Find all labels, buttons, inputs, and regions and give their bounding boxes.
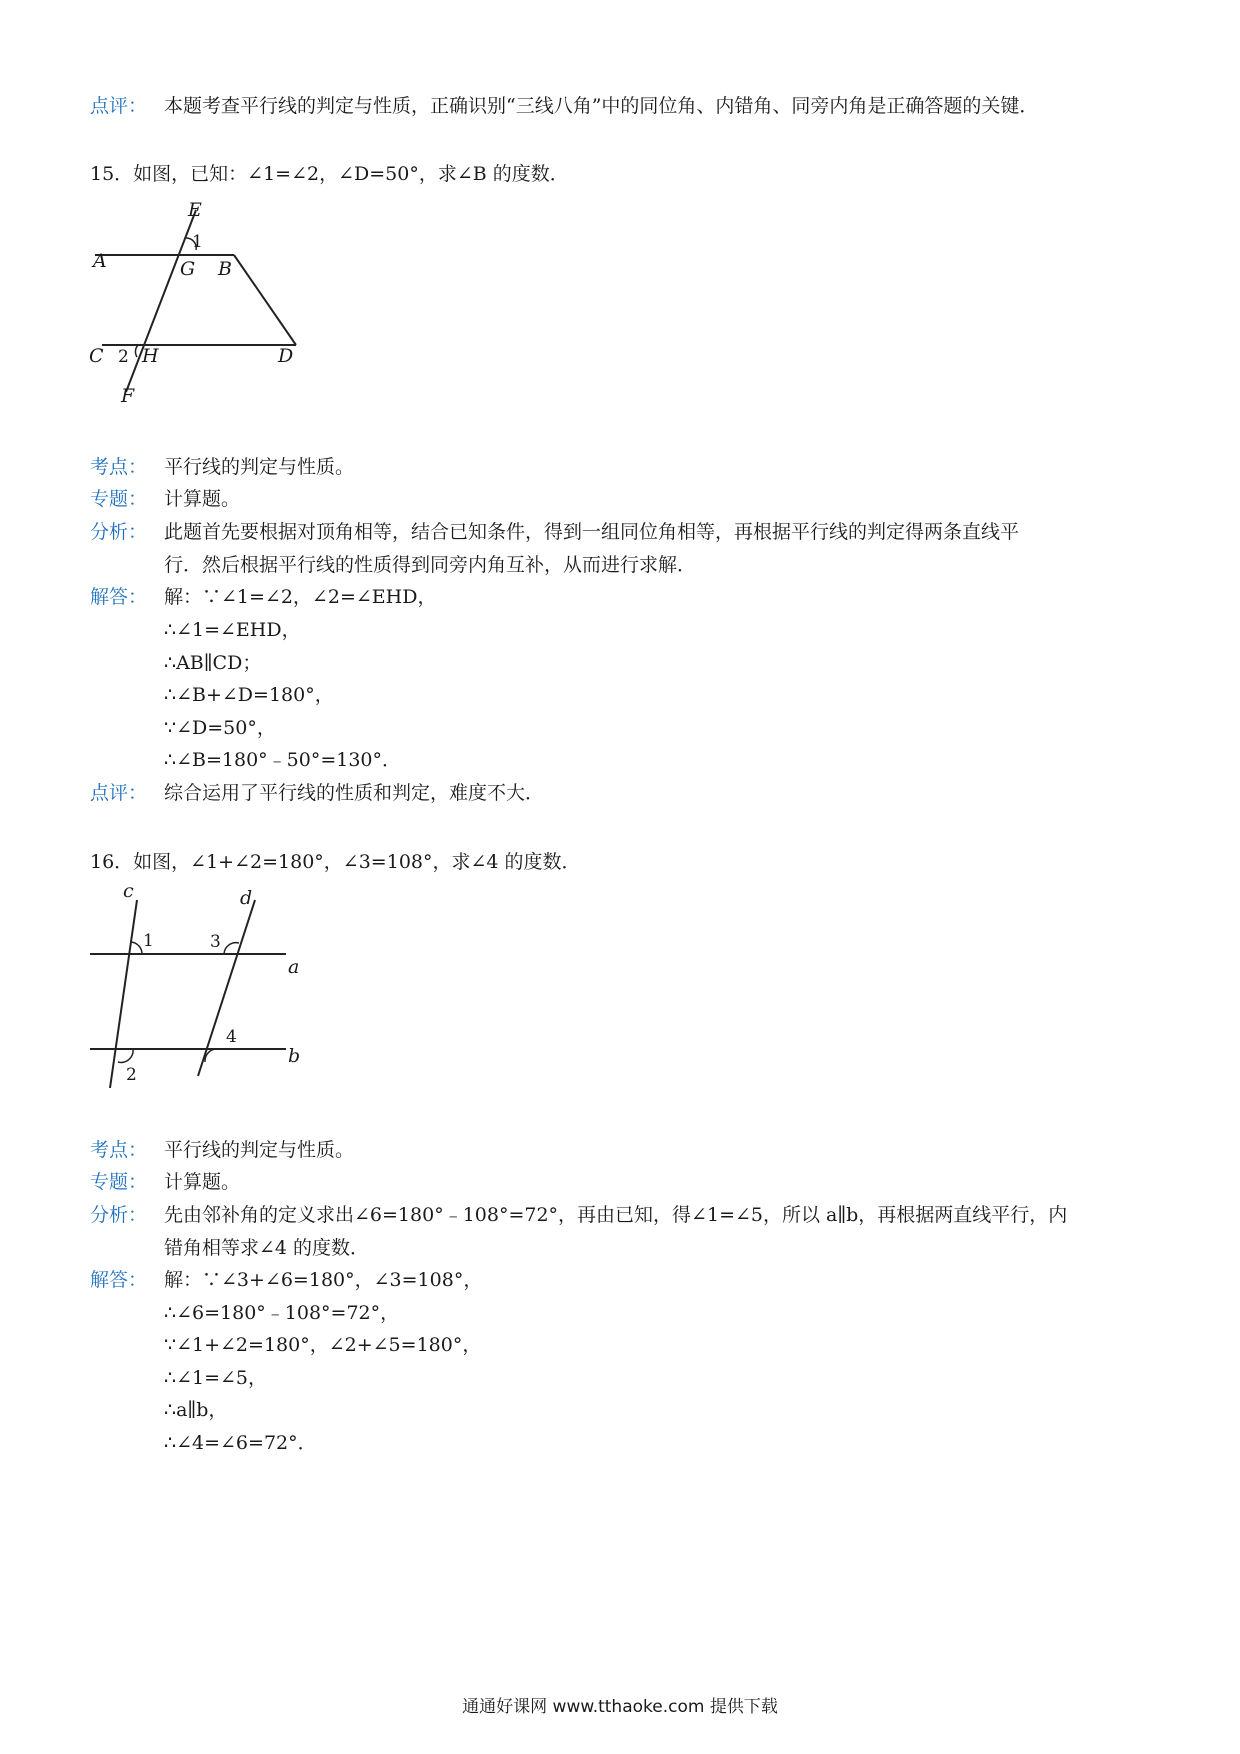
- q16-step: ∴∠4=∠6=72°．: [164, 1432, 317, 1454]
- q15-question: 15．如图，已知：∠1=∠2，∠D=50°，求∠B 的度数．: [90, 163, 569, 185]
- q16-step: ∵∠1+∠2=180°，∠2+∠5=180°，: [164, 1334, 482, 1356]
- q15-step: ∴AB∥CD；: [164, 652, 262, 674]
- q15-step: ∴∠B+∠D=180°，: [164, 684, 334, 706]
- q16-step: ∴a∥b，: [164, 1399, 228, 1421]
- q16-fenxi-label: 分析：: [90, 1204, 148, 1226]
- q15-kaodian: 平行线的判定与性质。: [164, 456, 355, 478]
- comment-label: 点评：: [90, 95, 148, 117]
- q15-zhuanti-label: 专题：: [90, 488, 148, 510]
- label-g: G: [180, 258, 196, 280]
- q16-step: 解：∵∠3+∠6=180°，∠3=108°，: [164, 1269, 483, 1291]
- q16-step: ∴∠1=∠5，: [164, 1367, 268, 1389]
- label-1: 1: [192, 232, 203, 252]
- q16-kaodian: 平行线的判定与性质。: [164, 1139, 355, 1161]
- label-h: H: [142, 345, 159, 367]
- q15-fenxi-1: 此题首先要根据对顶角相等，结合已知条件，得到一组同位角相等，再根据平行线的判定得两条直线平: [164, 521, 1020, 543]
- angle-3-arc: [224, 943, 239, 954]
- label-1: 1: [143, 931, 154, 951]
- q16-zhuanti-label: 专题：: [90, 1171, 148, 1193]
- q15-jieda-label: 解答：: [90, 586, 148, 608]
- label-b: B: [218, 258, 232, 280]
- q15-fenxi-label: 分析：: [90, 521, 148, 543]
- q16-kaodian-label: 考点：: [90, 1139, 148, 1161]
- q15-zhuanti: 计算题。: [164, 488, 241, 510]
- label-e: E: [188, 199, 202, 221]
- q15-kaodian-label: 考点：: [90, 456, 148, 478]
- q16-jieda-label: 解答：: [90, 1269, 148, 1291]
- q15-step: ∴∠1=∠EHD，: [164, 619, 301, 641]
- label-3: 3: [210, 932, 221, 952]
- angle-1-arc: [131, 942, 142, 954]
- label-f: F: [121, 385, 135, 407]
- q15-step: 解：∵∠1=∠2，∠2=∠EHD，: [164, 586, 437, 608]
- angle-2-arc: [118, 1049, 133, 1062]
- footer-source: 通通好课网 www.tthaoke.com 提供下载: [462, 1697, 778, 1717]
- label-d: d: [240, 887, 253, 909]
- label-2: 2: [126, 1065, 137, 1085]
- q15-dianping-label: 点评：: [90, 782, 148, 804]
- label-c: C: [89, 345, 104, 367]
- label-2: 2: [118, 347, 129, 367]
- q16-figure: [0, 0, 320, 1110]
- comment-text: 本题考查平行线的判定与性质，正确识别“三线八角”中的同位角、内错角、同旁内角是正确答题的关键．: [164, 95, 1039, 117]
- q15-dianping: 综合运用了平行线的性质和判定，难度不大．: [164, 782, 545, 804]
- q16-question: 16．如图，∠1+∠2=180°，∠3=108°，求∠4 的度数．: [90, 851, 581, 873]
- label-d: D: [278, 345, 294, 367]
- label-4: 4: [226, 1027, 237, 1047]
- line-c: [110, 900, 137, 1088]
- q16-step: ∴∠6=180°﹣108°=72°，: [164, 1302, 400, 1324]
- label-c: c: [123, 880, 134, 902]
- q15-fenxi-2: 行．然后根据平行线的性质得到同旁内角互补，从而进行求解．: [164, 554, 697, 576]
- q15-step: ∵∠D=50°，: [164, 717, 276, 739]
- q15-step: ∴∠B=180°﹣50°=130°．: [164, 749, 402, 771]
- label-a: A: [93, 250, 107, 272]
- q16-zhuanti: 计算题。: [164, 1171, 241, 1193]
- q16-fenxi-2: 错角相等求∠4 的度数．: [164, 1237, 370, 1259]
- label-a: a: [288, 956, 300, 978]
- q16-fenxi-1: 先由邻补角的定义求出∠6=180°﹣108°=72°，再由已知，得∠1=∠5，所以 a∥b，再根据两直线平行，内: [164, 1204, 1068, 1226]
- label-b: b: [288, 1045, 301, 1067]
